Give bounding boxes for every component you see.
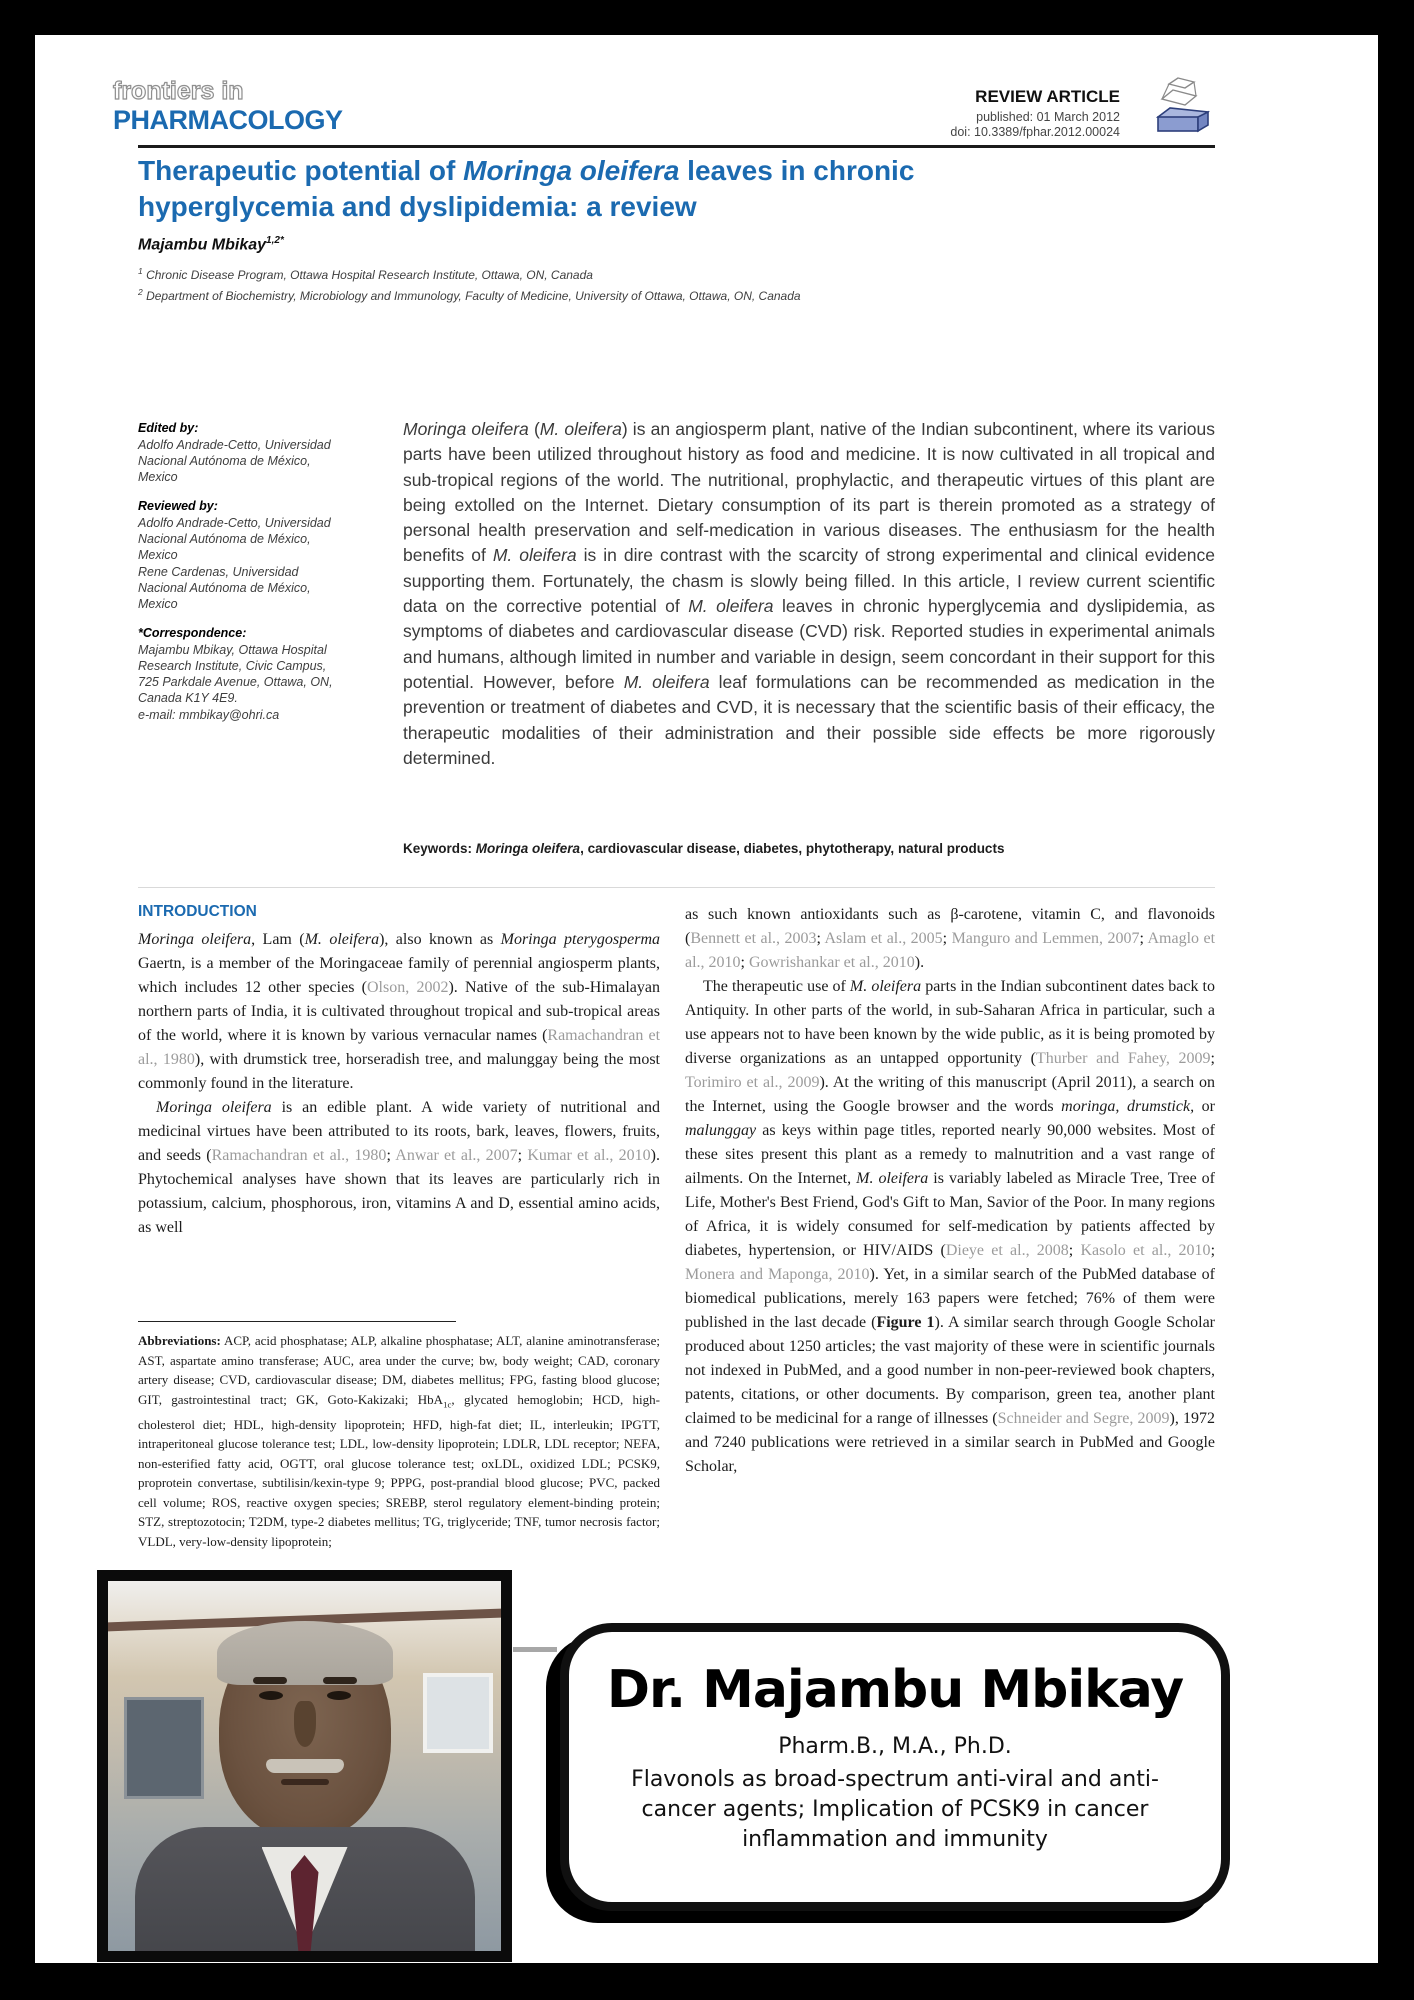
- continuation-paragraph-2: The therapeutic use of M. oleifera parts in the Indian subcontinent dates back to Antiquity. In other parts of the world, in sub-Saharan Africa in particular, such a use appears not to have been known by the wide public, as it is being promoted by diverse organizations as an untapped opportunity (Thurber and Fahey, 2009; Torimiro et al., 2009). At the writing of this manuscript (April 2011), a search on the Internet, using the Google browser and the words moringa, drumstick, or malunggay as keys within page titles, reported nearly 90,000 websites. Most of these sites present this plant as a remedy to malnutrition and a vast range of ailments. On the Internet, M. oleifera is variably labeled as Miracle Tree, Tree of Life, Mother's Best Friend, God's Gift to Man, Savior of the Poor. In many regions of Africa, it is widely consumed for self-medication by patients affected by diabetes, hypertension, or HIV/AIDS (Dieye et al., 2008; Kasolo et al., 2010; Monera and Maponga, 2010). Yet, in a similar search of the PubMed database of biomedical publications, merely 163 papers were fetched; 76% of them were published in the last decade (Figure 1). A similar search through Google Scholar produced about 1250 articles; the vast majority of these were in scientific journals not indexed in PubMed, and a good number in non-peer-reviewed book chapters, patents, citations, or other documents. By comparison, green tea, another plant claimed to be medicinal for a range of illnesses (Schneider and Segre, 2009), 1972 and 7240 publications were retrieved in a similar search in PubMed and Google Scholar,: [685, 978, 1216, 1475]
- journal-logo: [113, 79, 343, 134]
- affiliation-line: $^2$ Department of Biochemistry, Microbiology and Immunology, Faculty of Medicine, University of Ottawa, Ottawa, ON, Canada: [138, 287, 801, 303]
- title-line1-pre: Therapeutic potential of: [138, 155, 464, 186]
- frontiers-logo-icon: [1148, 75, 1216, 141]
- correspondence-address: Majambu Mbikay, Ottawa Hospital Research Institute, Civic Campus, 725 Parkdale Avenue, Ottawa, ON, Canada K1Y 4E9.: [138, 643, 333, 705]
- speaker-degrees: Pharm.B., M.A., Ph.D.: [778, 1734, 1012, 1759]
- editorial-sidebar: [138, 420, 343, 723]
- figure-fragment: [513, 1647, 557, 1652]
- intro-paragraph-1: Moringa oleifera, Lam (M. oleifera), also known as Moringa pterygosperma Gaertn, is a member of the Moringaceae family of perennial angiosperm plants, which includes 12 other species (Olson, 2002). Native of the sub-Himalayan northern parts of India, it is cultivated throughout tropical and sub-tropical areas of the world, where it is known by various vernacular names (Ramachandran et al., 1980), with drumstick tree, horseradish tree, and malunggay being the most commonly found in the literature.: [138, 931, 661, 1092]
- author-line: [138, 235, 284, 254]
- edited-by-label: Edited by:: [138, 421, 199, 435]
- introduction-heading: INTRODUCTION: [138, 903, 257, 920]
- footnote-rule: [138, 1321, 456, 1322]
- correspondence-label: *Correspondence:: [138, 626, 247, 640]
- page-title: [138, 153, 1218, 225]
- abbreviations-text: Abbreviations: ACP, acid phosphatase; ALP, alkaline phosphatase; ALT, alanine aminotransferase; AST, aspartate amino transferase; AUC, area under the curve; bw, body weight; CAD, coronary artery disease; CVD, cardiovascular disease; DM, diabetes mellitus; FPG, fasting blood glucose; GIT, gastrointestinal tract; GK, Goto-Kakizaki; HbA$_{1c}$, glycated hemoglobin; HCD, high-cholesterol diet; HDL, high-density lipoprotein; HFD, high-fat diet; IL, interleukin; IPGTT, intraperitoneal glucose tolerance test; LDL, low-density lipoprotein; LDLR, LDL receptor; NEFA, non-esterified fatty acid, OGTT, oral glucose tolerance test; oxLDL, oxidized LDL; PCSK9, proprotein convertase, subtilisin/kexin-type 9; PPPG, post-prandial blood glucose; PVC, packed cell volume; ROS, reactive oxygen species; SREBP, sterol regulatory element-binding protein; STZ, streptozotocin; T2DM, type-2 diabetes mellitus; TG, triglyceride; TNF, tumor necrosis factor; VLDL, very-low-density lipoprotein;: [138, 1333, 660, 1549]
- reviewed-by-label: Reviewed by:: [138, 499, 218, 513]
- keywords-line: Keywords: Moringa oleifera, cardiovascular disease, diabetes, phytotherapy, natural products: [403, 841, 1005, 856]
- title-line1-species: Moringa oleifera: [463, 155, 680, 186]
- portrait-mouth: [281, 1779, 329, 1785]
- affiliation-line: $^1$ Chronic Disease Program, Ottawa Hospital Research Institute, Ottawa, ON, Canada: [138, 266, 593, 282]
- author-corr-mark: *: [279, 235, 284, 246]
- author-affil-sup: 1,2: [266, 235, 280, 246]
- edited-by-text: Adolfo Andrade-Cetto, Universidad Nacional Autónoma de México, Mexico: [138, 438, 331, 484]
- reviewer-2: Rene Cardenas, Universidad Nacional Autónoma de México, Mexico: [138, 565, 311, 611]
- portrait-eyebrow: [323, 1677, 357, 1684]
- abstract-text: Moringa oleifera (M. oleifera) is an angiosperm plant, native of the Indian subcontinent, where its various parts have been utilized throughout history as food and medicine. It is now cultivated in all tropical and sub-tropical regions of the world. The nutritional, prophylactic, and therapeutic virtues of this plant are being extolled on the Internet. Dietary consumption of its part is therein promoted as a strategy of personal health preservation and self-medication in various diseases. The enthusiasm for the health benefits of M. oleifera is in dire contrast with the scarcity of strong experimental and clinical evidence supporting them. Fortunately, the chasm is slowly being filled. In this article, I review current scientific data on the corrective potential of M. oleifera leaves in chronic hyperglycemia and dyslipidemia, as symptoms of diabetes and cardiovascular disease (CVD) risk. Reported studies in experimental animals and humans, although limited in number and variable in design, seem concordant in their support for this potential. However, before M. oleifera leaf formulations can be recommended as medication in the prevention or treatment of diabetes and CVD, it is necessary that the scientific basis of their efficacy, the therapeutic modalities of their administration and their possible side effects be more rigorously determined.: [403, 419, 1215, 768]
- portrait-photo: [97, 1570, 512, 1962]
- reviewer-1: Adolfo Andrade-Cetto, Universidad Nacional Autónoma de México, Mexico: [138, 516, 331, 562]
- building-window-right: [423, 1673, 493, 1753]
- body-column-left: [138, 903, 660, 1240]
- portrait-nose: [294, 1701, 316, 1747]
- journal-logo-line1: frontiers in: [113, 77, 244, 105]
- section-separator: [138, 887, 1215, 888]
- abbreviations-footnote: [138, 1321, 660, 1551]
- article-type-label: REVIEW ARTICLE: [975, 87, 1120, 106]
- doi-text: doi: 10.3389/fphar.2012.00024: [950, 124, 1120, 139]
- building-window-left: [124, 1697, 204, 1799]
- body-column-right: [685, 903, 1215, 1479]
- speaker-card: [560, 1623, 1230, 1911]
- speaker-topics: Flavonols as broad-spectrum anti-viral and anti-cancer agents; Implication of PCSK9 in cancer inflammation and immunity: [631, 1767, 1159, 1852]
- published-date: published: 01 March 2012: [976, 109, 1120, 124]
- header-rule: [138, 145, 1215, 148]
- title-line1-post: leaves in chronic: [679, 155, 915, 186]
- affiliations: [138, 263, 801, 305]
- keywords-label: Keywords:: [403, 841, 476, 856]
- paper-page: [35, 35, 1378, 1963]
- author-name: Majambu Mbikay: [138, 236, 267, 254]
- portrait-eyebrow: [253, 1677, 287, 1684]
- continuation-paragraph-1: as such known antioxidants such as β-carotene, vitamin C, and flavonoids (Bennett et al., 2003; Aslam et al., 2005; Manguro and Lemmen, 2007; Amaglo et al., 2010; Gowrishankar et al., 2010).: [685, 906, 1216, 971]
- intro-paragraph-2: Moringa oleifera is an edible plant. A wide variety of nutritional and medicinal virtues have been attributed to its roots, bark, leaves, flowers, fruits, and seeds (Ramachandran et al., 1980; Anwar et al., 2007; Kumar et al., 2010). Phytochemical analyses have shown that its leaves are particularly rich in potassium, calcium, phosphorous, iron, vitamins A and D, essential amino acids, as well: [138, 1099, 660, 1236]
- header-meta: [950, 87, 1120, 139]
- title-line2: hyperglycemia and dyslipidemia: a review: [138, 191, 697, 222]
- journal-logo-line2: PHARMACOLOGY: [113, 105, 343, 135]
- portrait-mustache: [266, 1759, 344, 1773]
- portrait-eye: [327, 1691, 351, 1700]
- portrait-eye: [259, 1691, 283, 1700]
- correspondence-email: e-mail: mmbikay@ohri.ca: [138, 708, 280, 722]
- portrait-hair: [217, 1621, 393, 1685]
- speaker-name: Dr. Majambu Mbikay: [606, 1660, 1184, 1720]
